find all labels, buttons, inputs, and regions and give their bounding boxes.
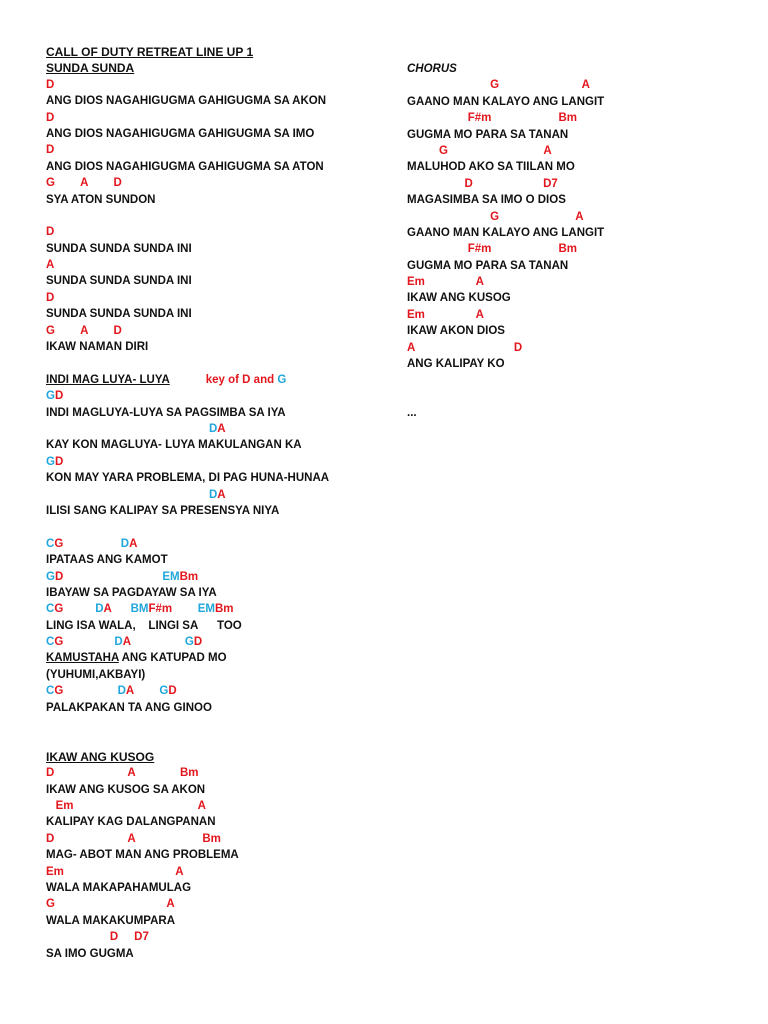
chord-symbol: G bbox=[46, 570, 55, 583]
chord-line bbox=[46, 536, 386, 552]
chord-line: F#m Bm bbox=[407, 112, 577, 125]
chord-symbol: G bbox=[54, 537, 64, 550]
chord-line bbox=[46, 683, 386, 699]
chord-symbol: G bbox=[46, 390, 55, 403]
lyric-line: IKAW AKON DIOS bbox=[407, 325, 505, 338]
chord-symbol bbox=[172, 603, 198, 615]
chord-symbol: G bbox=[54, 603, 64, 616]
spacer bbox=[46, 716, 386, 749]
lyric-line: ANG KALIPAY KO bbox=[407, 358, 505, 371]
chord-line: D D7 bbox=[407, 177, 558, 190]
chord-symbol: C bbox=[46, 603, 55, 616]
song-title-indi-mag-luya: INDI MAG LUYA- LUYA bbox=[46, 373, 170, 386]
lyric-line: ANG DIOS NAGAHIGUGMA GAHIGUGMA SA IMO bbox=[46, 127, 315, 140]
lyric-line: PALAKPAKAN TA ANG GINOO bbox=[46, 701, 212, 714]
chord-symbol: A bbox=[217, 488, 226, 501]
left-column bbox=[46, 44, 386, 962]
lyric-line: IBAYAW SA PAGDAYAW SA IYA bbox=[46, 586, 217, 599]
lyric-line: SUNDA SUNDA SUNDA INI bbox=[46, 242, 192, 255]
chord-symbol: G bbox=[54, 685, 64, 698]
chord-symbol bbox=[63, 603, 95, 615]
key-note-prefix: key of D and bbox=[205, 373, 278, 386]
chord-line: F#m Bm bbox=[407, 243, 577, 256]
song-ikaw-ang-kusog bbox=[46, 765, 386, 962]
chord-line: D bbox=[46, 144, 55, 157]
lyric-text: ANG KATUPAD MO bbox=[118, 652, 227, 665]
blank-line bbox=[46, 208, 386, 224]
chord-symbol: D bbox=[54, 570, 64, 583]
chord-symbol: A bbox=[103, 603, 112, 616]
chord-symbol: Bm bbox=[214, 603, 234, 616]
lyric-line: MAGASIMBA SA IMO O DIOS bbox=[407, 194, 566, 207]
chord-symbol: D bbox=[208, 488, 218, 501]
chord-line: G A bbox=[407, 210, 584, 223]
chord-line: G A bbox=[46, 898, 175, 911]
song-title-row-indi bbox=[46, 372, 386, 388]
lyric-line: IKAW NAMAN DIRI bbox=[46, 341, 149, 354]
lyric-line: GAANO MAN KALAYO ANG LANGIT bbox=[407, 95, 605, 108]
blank-line bbox=[407, 372, 737, 388]
lyric-line: ANG DIOS NAGAHIGUGMA GAHIGUGMA SA ATON bbox=[46, 160, 324, 173]
chorus-title: CHORUS bbox=[407, 63, 457, 75]
key-note-g: G bbox=[277, 373, 287, 386]
song-sunda-sunda bbox=[46, 77, 386, 356]
lyric-line: SA IMO GUGMA bbox=[46, 947, 134, 960]
lyric-line: INDI MAGLUYA-LUYA SA PAGSIMBA SA IYA bbox=[46, 406, 286, 419]
chorus-lines bbox=[407, 77, 737, 421]
chord-line: Em A bbox=[46, 799, 206, 812]
lyric-line: (YUHUMI,AKBAYI) bbox=[46, 668, 146, 681]
underlined-word: KAMUSTAHA bbox=[46, 652, 119, 665]
song-title-ikaw-ang-kusog: IKAW ANG KUSOG bbox=[46, 749, 155, 764]
lyric-line: IPATAAS ANG KAMOT bbox=[46, 554, 168, 567]
chord-symbol bbox=[46, 489, 209, 501]
lyric-line: KALIPAY KAG DALANGPANAN bbox=[46, 816, 216, 829]
lyric-line: MALUHOD AKO SA TIILAN MO bbox=[407, 161, 575, 174]
chord-line: D D7 bbox=[46, 931, 149, 944]
chord-line: G A bbox=[407, 144, 552, 157]
chord-symbol: D bbox=[54, 455, 64, 468]
chord-symbol: D bbox=[117, 685, 126, 698]
lyric-line: ANG DIOS NAGAHIGUGMA GAHIGUGMA SA AKON bbox=[46, 95, 327, 108]
chord-line: G A D bbox=[46, 324, 122, 337]
chord-line: G A bbox=[407, 79, 590, 92]
lyric-line: LING ISA WALA, LINGI SA TOO bbox=[46, 619, 242, 632]
chord-symbol: A bbox=[125, 685, 134, 698]
chord-symbol: F#m bbox=[148, 603, 173, 616]
lyric-line: GUGMA MO PARA SA TANAN bbox=[407, 128, 569, 141]
blank-line bbox=[407, 389, 737, 405]
chord-line: A D bbox=[407, 341, 523, 354]
chord-line: D bbox=[46, 226, 55, 239]
chord-symbol: D bbox=[168, 685, 177, 698]
lyric-line bbox=[46, 650, 386, 666]
chord-line: Em A bbox=[46, 865, 184, 878]
chord-line bbox=[46, 388, 386, 404]
chord-symbol: Bm bbox=[179, 570, 199, 583]
lyric-line: ... bbox=[407, 407, 417, 420]
lyric-line: KAY KON MAGLUYA- LUYA MAKULANGAN KA bbox=[46, 439, 302, 452]
chord-symbol: BM bbox=[130, 603, 149, 616]
chord-symbol bbox=[63, 571, 162, 583]
chord-symbol: A bbox=[217, 422, 226, 435]
chord-symbol: G bbox=[46, 455, 55, 468]
chord-line bbox=[46, 454, 386, 470]
chord-symbol: G bbox=[184, 636, 194, 649]
chord-symbol bbox=[63, 685, 117, 697]
lyric-line: IKAW ANG KUSOG SA AKON bbox=[46, 783, 206, 796]
chord-line: A bbox=[46, 259, 55, 272]
lyric-line: WALA MAKAKUMPARA bbox=[46, 914, 176, 927]
spacer bbox=[46, 355, 386, 371]
lyric-line: IKAW ANG KUSOG bbox=[407, 292, 511, 305]
chord-symbol: D bbox=[54, 390, 64, 403]
song-indi-mag-luya bbox=[46, 388, 386, 716]
lyric-line: SYA ATON SUNDON bbox=[46, 193, 156, 206]
key-note bbox=[206, 374, 287, 386]
song-title-sunda-sunda: SUNDA SUNDA bbox=[46, 61, 135, 76]
chord-line: D A Bm bbox=[46, 767, 199, 780]
right-column bbox=[407, 61, 737, 422]
set-title: CALL OF DUTY RETREAT LINE UP 1 bbox=[46, 45, 254, 59]
lyric-line: WALA MAKAPAHAMULAG bbox=[46, 881, 192, 894]
chord-symbol: EM bbox=[162, 570, 180, 583]
chord-symbol: D bbox=[193, 636, 203, 649]
chord-symbol bbox=[111, 603, 130, 615]
chord-line: D A Bm bbox=[46, 832, 221, 845]
chord-line: D bbox=[46, 78, 55, 91]
lyric-line: MAG- ABOT MAN ANG PROBLEMA bbox=[46, 849, 239, 862]
chord-line bbox=[46, 421, 386, 437]
chord-symbol: A bbox=[129, 537, 138, 550]
chord-symbol bbox=[134, 685, 160, 697]
chord-line bbox=[46, 487, 386, 503]
chord-symbol: D bbox=[120, 537, 130, 550]
chord-symbol: C bbox=[46, 685, 55, 698]
chord-symbol bbox=[63, 538, 121, 550]
chord-symbol: A bbox=[122, 636, 131, 649]
chord-symbol: D bbox=[95, 603, 104, 616]
lyric-line: SUNDA SUNDA SUNDA INI bbox=[46, 308, 192, 321]
chord-line: D bbox=[46, 111, 55, 124]
chord-line: Em A bbox=[407, 276, 484, 289]
chord-line: G A D bbox=[46, 177, 122, 190]
chord-symbol: G bbox=[159, 685, 169, 698]
lyric-line: GAANO MAN KALAYO ANG LANGIT bbox=[407, 226, 605, 239]
chord-line bbox=[46, 601, 386, 617]
chord-symbol: D bbox=[114, 636, 123, 649]
blank-line bbox=[46, 519, 386, 535]
chord-line bbox=[46, 634, 386, 650]
lyric-line: SUNDA SUNDA SUNDA INI bbox=[46, 275, 192, 288]
chord-symbol: C bbox=[46, 636, 55, 649]
lyric-line: ILISI SANG KALIPAY SA PRESENSYA NIYA bbox=[46, 504, 280, 517]
chord-symbol: G bbox=[54, 636, 64, 649]
chord-symbol bbox=[46, 423, 209, 435]
chord-symbol bbox=[63, 636, 114, 648]
chord-line bbox=[46, 569, 386, 585]
chord-symbol: EM bbox=[197, 603, 215, 616]
chord-line: Em A bbox=[407, 308, 484, 321]
chord-line: D bbox=[46, 291, 55, 304]
lyric-line: KON MAY YARA PROBLEMA, DI PAG HUNA-HUNAA bbox=[46, 472, 330, 485]
chord-symbol bbox=[131, 636, 185, 648]
chord-symbol: C bbox=[46, 537, 55, 550]
lyric-line: GUGMA MO PARA SA TANAN bbox=[407, 259, 569, 272]
chord-symbol: D bbox=[208, 422, 218, 435]
